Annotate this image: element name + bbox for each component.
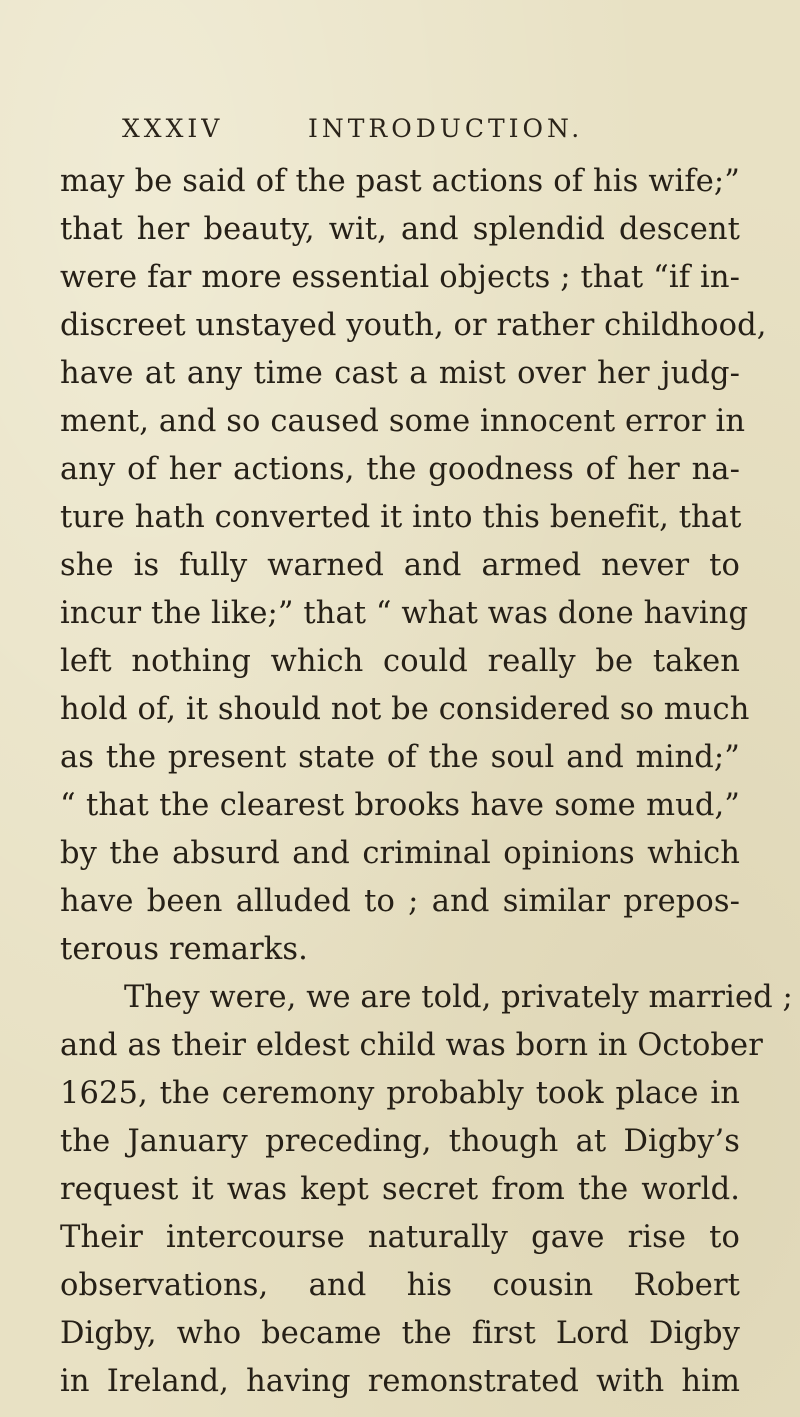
text-line: observations, and his cousin Robert xyxy=(60,1268,740,1303)
text-line: in Ireland, having remonstrated with him xyxy=(60,1364,740,1399)
text-line: Digby, who became the first Lord Digby xyxy=(60,1316,740,1351)
text-line: hold of, it should not be considered so much xyxy=(60,692,750,727)
text-line: request it was kept secret from the world. xyxy=(60,1172,740,1207)
text-line: “ that the clearest brooks have some mud,” xyxy=(60,788,740,823)
text-line: have been alluded to ; and similar prepos- xyxy=(60,884,740,919)
text-line: Their intercourse naturally gave rise to xyxy=(60,1220,740,1255)
text-line: have at any time cast a mist over her judg- xyxy=(60,356,740,391)
text-line: left nothing which could really be taken xyxy=(60,644,740,679)
body-text xyxy=(60,158,793,1406)
running-head: INTRODUCTION. xyxy=(308,114,584,143)
text-line: 1625, the ceremony probably took place in xyxy=(60,1076,740,1111)
paragraph-start-line: They were, we are told, privately married ; xyxy=(124,980,793,1015)
text-line: she is fully warned and armed never to xyxy=(60,548,740,583)
page-header xyxy=(122,114,722,154)
text-line: ture hath converted it into this benefit, that xyxy=(60,500,742,535)
text-line: ment, and so caused some innocent error in xyxy=(60,404,746,439)
text-line: were far more essential objects ; that “if in- xyxy=(60,260,740,295)
text-line: the January preceding, though at Digby’s xyxy=(60,1124,740,1159)
text-line: by the absurd and criminal opinions which xyxy=(60,836,740,871)
text-line: incur the like;” that “ what was done having xyxy=(60,596,749,631)
page-number: XXXIV xyxy=(122,114,224,143)
text-line: and as their eldest child was born in October xyxy=(60,1028,763,1063)
text-line: may be said of the past actions of his wife;” xyxy=(60,164,740,199)
text-line: any of her actions, the goodness of her na- xyxy=(60,452,740,487)
text-line: as the present state of the soul and mind;” xyxy=(60,740,740,775)
text-line: that her beauty, wit, and splendid descent xyxy=(60,212,740,247)
paragraph-end-line: terous remarks. xyxy=(60,932,308,967)
text-line: discreet unstayed youth, or rather childhood, xyxy=(60,308,767,343)
